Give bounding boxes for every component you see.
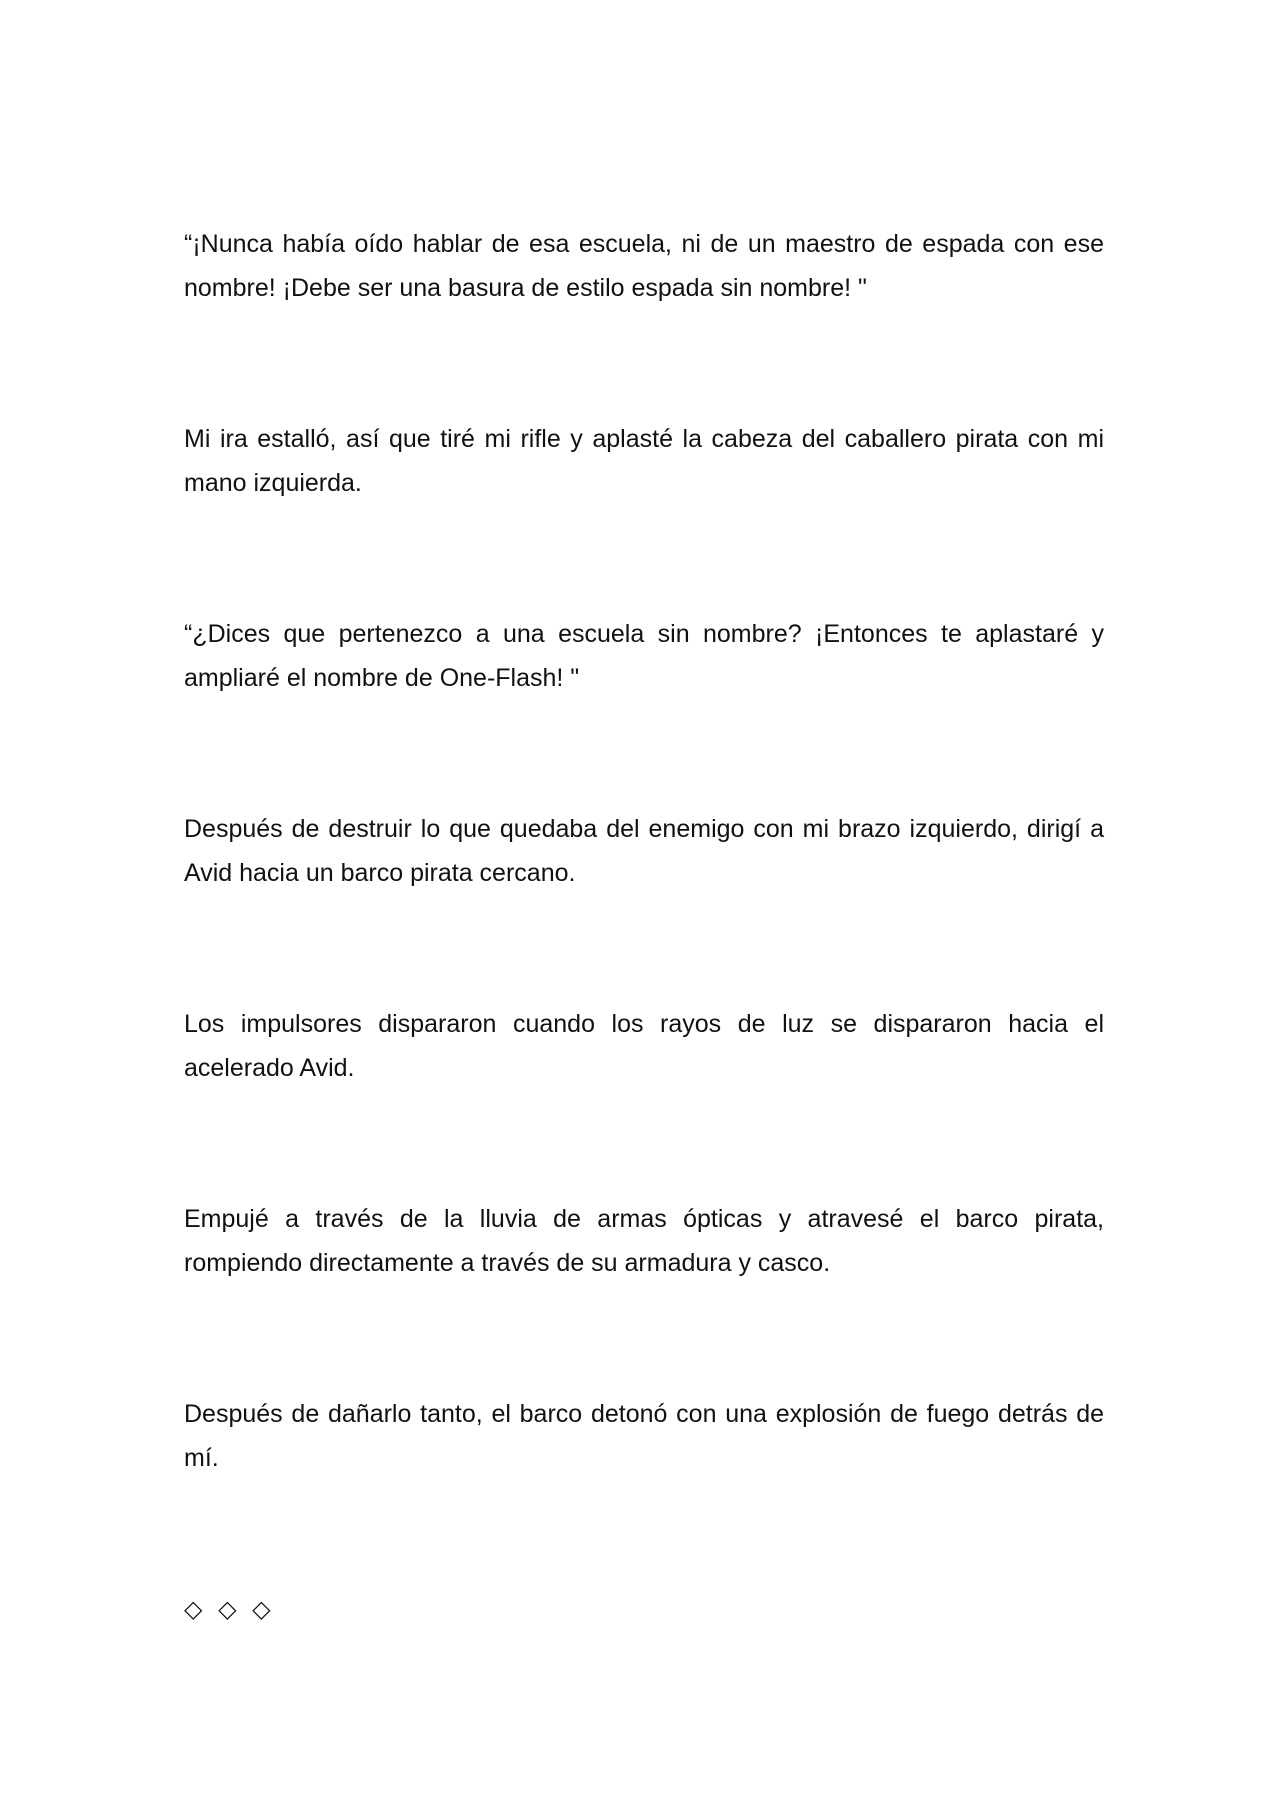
document-body (184, 222, 1104, 1631)
paragraph-1: “¡Nunca había oído hablar de esa escuela, ni de un maestro de espada con ese nombre! ¡Debe ser una basura de estilo espada sin nombre! " (184, 230, 1104, 302)
section-separator: ◇ ◇ ◇ (184, 1595, 275, 1623)
paragraph-7: Después de dañarlo tanto, el barco detonó con una explosión de fuego detrás de mí. (184, 1400, 1104, 1472)
paragraph-3: “¿Dices que pertenezco a una escuela sin nombre? ¡Entonces te aplastaré y ampliaré el nombre de One-Flash! " (184, 620, 1104, 692)
paragraph-2: Mi ira estalló, así que tiré mi rifle y aplasté la cabeza del caballero pirata con mi mano izquierda. (184, 425, 1104, 497)
paragraph-5: Los impulsores dispararon cuando los rayos de luz se dispararon hacia el acelerado Avid. (184, 1010, 1104, 1082)
paragraph-4: Después de destruir lo que quedaba del enemigo con mi brazo izquierdo, dirigí a Avid hacia un barco pirata cercano. (184, 815, 1104, 887)
paragraph-6: Empujé a través de la lluvia de armas ópticas y atravesé el barco pirata, rompiendo directamente a través de su armadura y casco. (184, 1205, 1104, 1277)
